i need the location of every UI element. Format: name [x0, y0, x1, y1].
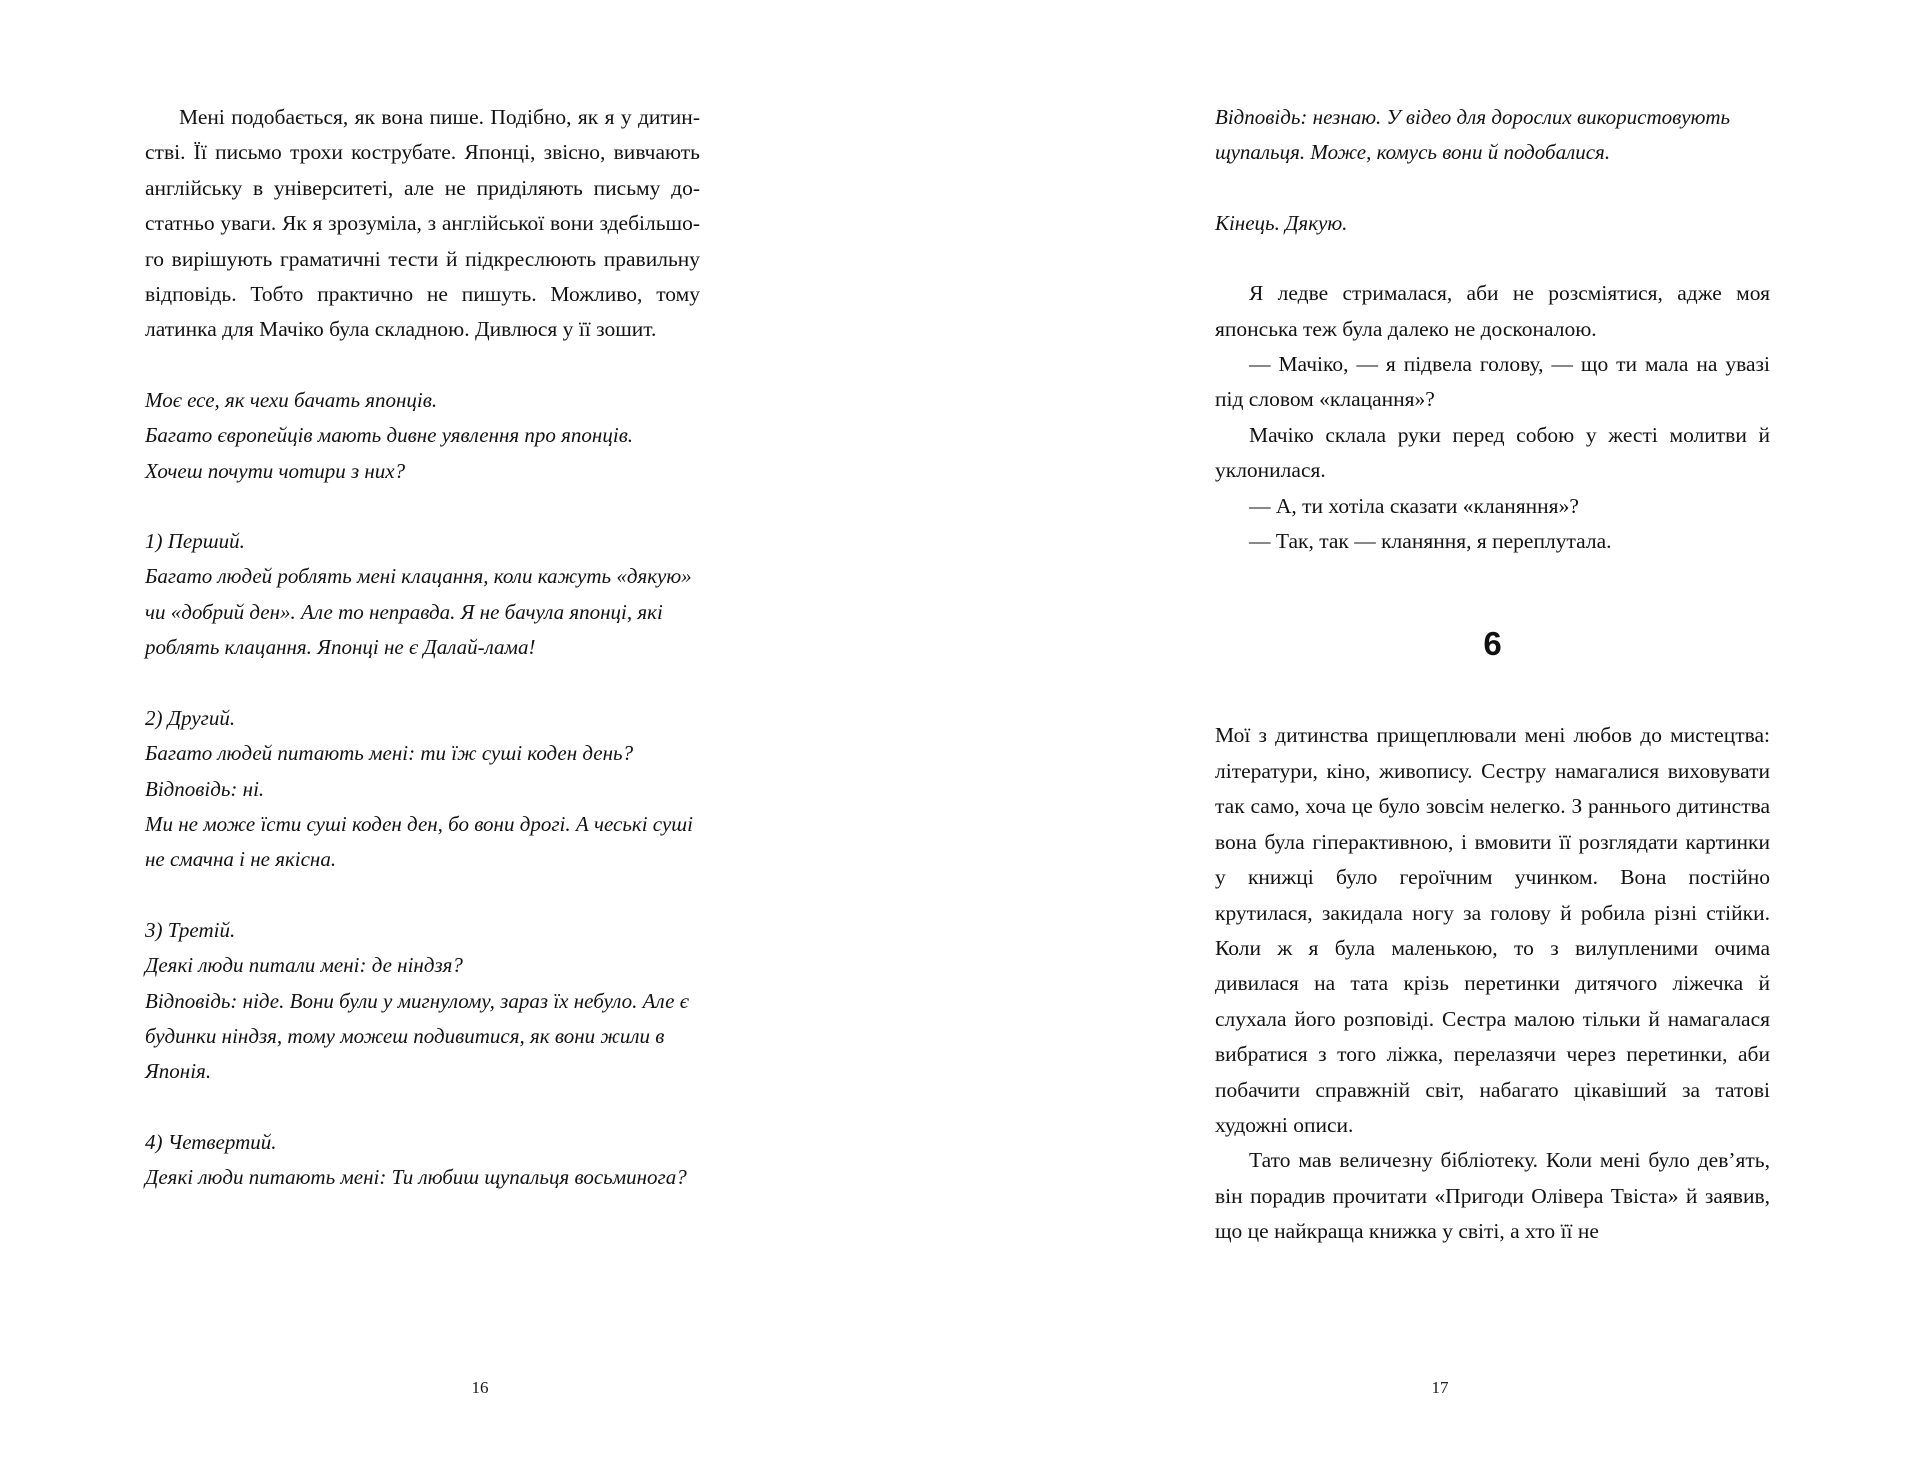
page-number-left: 16	[471, 1378, 489, 1397]
essay-heading: 2) Другий.	[145, 705, 236, 730]
paragraph: Мої з дитинства прищеплювали мені любов до мистецтва: літератури, кіно, живопису. Сестру намагалися виховувати так само, хоча це було зовсім нелегко. З раннього дитинства вона була гіперактивною, і вмовити її розглядати картинки у книжці було героїчним учинком. Вона постійно крутилася, закидала ногу за голову й робила різні стійки. Коли ж я була маленькою, то з вилупленими очима дивилася на тата крізь перетинки дитячого ліжечка й слухала його розповіді. Сестра малою тільки й намагалася вибратися з того ліжка, перелазячи через перетинки, аби побачити справжній світ, набагато цікавіший за татові художні описи.	[1215, 723, 1770, 1137]
essay-line: Кінець. Дякую.	[1215, 210, 1348, 235]
essay-block-5	[145, 1125, 700, 1196]
paragraph: Мачіко склала руки перед собою у жесті молитви й уклонилася.	[1215, 422, 1770, 483]
essay-heading: 3) Третій.	[145, 917, 236, 942]
page-right	[960, 0, 1920, 1476]
essay-line: Моє есе, як чехи бачать японців.	[145, 387, 438, 412]
chapter-number-heading: 6	[1483, 625, 1502, 663]
dialogue-line: — А, ти хотіла сказати «кланяння»?	[1249, 493, 1579, 518]
essay-line: Відповідь: ніде. Вони були у мигнулому, зараз їх небуло. Але є будинки ніндзя, тому можеш подивитися, як вони жили в Японія.	[145, 988, 689, 1084]
essay-line: Деякі люди питали мені: де ніндзя?	[145, 953, 463, 978]
essay-heading: 4) Четвертий.	[145, 1129, 277, 1154]
paragraph: Я ледве стрималася, аби не розсміятися, адже моя японська теж була далеко не досконалою.	[1215, 281, 1770, 341]
spacer	[145, 1090, 700, 1125]
essay-heading: 1) Перший.	[145, 529, 245, 554]
essay-line: Багато людей роблять мені клацання, коли кажуть «дякую» чи «добрий ден». Але то неправда. Я не бачула японці, які роблять клацання. Японці не є Далай-лама!	[145, 564, 692, 660]
essay-line: Багато європейців мають дивне уявлення про японців.	[145, 423, 634, 448]
paragraph: Мені подобається, як вона пише. Подібно, як я у дитинстві. Її письмо трохи кострубате. Японці, звісно, вивчають англійську в університеті, але не приділяють письму достатньо уваги. Як я зрозуміла, з англійської вони здебільшого вирішують граматичні тести й підкреслюють правильну відповідь. Тобто практично не пишуть. Можливо, тому латинка для Мачіко була складною. Дивлюся у її зошит.	[145, 105, 700, 342]
essay-line: Відповідь: незнаю. У відео для дорослих використовують щупальця. Може, комусь вони й подобалися.	[1215, 105, 1731, 165]
page-number-right: 17	[1431, 1378, 1449, 1397]
dialogue-line: — Так, так — кланяння, я переплутала.	[1249, 529, 1612, 554]
paragraph: Тато мав величезну бібліотеку. Коли мені було дев’ять, він порадив прочитати «Пригоди Олівера Твіста» й заявив, що це найкраща книжка у світі, а хто її не	[1215, 1148, 1770, 1244]
essay-block-1	[145, 383, 700, 489]
left-body-text	[145, 100, 700, 348]
essay-block-4	[145, 913, 700, 1090]
right-body-text-after-chapter	[1215, 718, 1770, 1249]
spacer	[145, 666, 700, 701]
essay-line: Ми не може їсти суші коден ден, бо вони дрогі. А чеські суші не смачна і не якісна.	[145, 811, 693, 872]
essay-line: Хочеш почути чотири з них?	[145, 458, 406, 483]
spacer	[1215, 241, 1770, 276]
essay-line: Відповідь: ні.	[145, 776, 265, 801]
spacer	[145, 348, 700, 383]
spacer	[1215, 171, 1770, 206]
essay-line: Багато людей питають мені: ти їж суші коден день?	[145, 741, 634, 766]
essay-block-2	[145, 524, 700, 666]
essay-line: Деякі люди питають мені: Ти любиш щупальця восьминога?	[145, 1165, 687, 1190]
spacer	[145, 878, 700, 913]
dialogue-line: — Мачіко, — я підвела голову, — що ти мала на увазі під словом «клацання»?	[1215, 352, 1770, 412]
right-body-text-before-chapter	[1215, 276, 1770, 559]
essay-continued-block-1	[1215, 100, 1770, 171]
essay-block-3	[145, 701, 700, 878]
spacer	[145, 489, 700, 524]
essay-continued-block-2	[1215, 206, 1770, 241]
